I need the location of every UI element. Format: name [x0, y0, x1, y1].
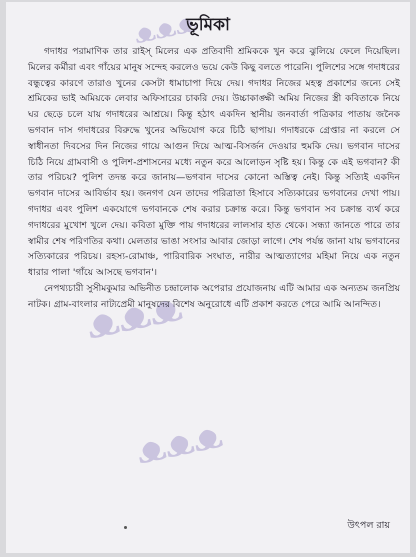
page-title: ভূমিকা	[186, 15, 230, 35]
library-stamp-mark: ᴥᴥᴥ	[132, 413, 227, 473]
ink-dot	[124, 526, 127, 529]
author-signature: উৎপল রায়	[347, 520, 390, 531]
paragraph: গদাধর পরামাণিক তার রাইস্ মিলের এক প্রতিবাদী শ্রমিককে খুন করে ঝুলিয়ে ফেলে দিয়েছিল। মিলের কর্মীরা এবং গাঁয়ের মানুষ সন্দেহ করলেও ভয়ে কেউ কিছু বলতে পারেনি। পুলিশের সঙ্গে গদাধরের বন্ধুত্বের কারণে তারাও খুনের কেসটা ধামাচাপা দিয়ে দেয়। গদাধর নিজের মহত্ব প্রকাশের জন্যে সেই শ্রমিকের ভাই অমিয়কে লেবার অফিসারের চাকরি দেয়। উচ্চাকাঙ্ক্ষী অমিয় নিজের স্ত্রী কবিতাকে নিয়ে ঘর ছেড়ে চলে যায় গদাধরের আশ্রয়ে। কিন্তু হঠাৎ একদিন স্থানীয় জনবার্তা পত্রিকার পাতায় জনৈক ভগবান দাস গদাধরের বিরুদ্ধে খুনের অভিযোগ করে চিঠি ছাপায়। গদাধরকে গ্রেপ্তার না করলে সে স্বাধীনতা দিবসের দিন নিজের গায়ে আগুন দিয়ে আত্ম-বিসর্জন দেওয়ার হুমকি দেয়। ভগবান দাসের চিঠি নিয়ে গ্রামবাসী ও পুলিশ-প্রশাসনের মধ্যে নতুন করে আলোড়ন সৃষ্টি হয়। কিন্তু কে এই ভগবান? কী তার পরিচয়? পুলিশ তদন্ত করে জানায়—ভগবান দাসের কোনো অস্তিত্ব নেই। কিন্তু সত্যিই একদিন ভগবান দাসের আবির্ভাব হয়। জনগণ যেন তাদের পরিত্রাতা হিসাবে সত্যিকারের ভগবানের দেখা পায়। গদাধর এবং পুলিশ একযোগে ভগবানকে শেষ করার চক্রান্ত করে। কিন্তু ভগবান সব চক্রান্ত ব্যর্থ করে গদাধরের মুখোশ খুলে দেয়। কবিতা মুক্তি পায় গদাধরের লালসার হাত থেকে। সন্ধ্যা জানতে পারে তার স্বামীর শেষ পরিণতির কথা। মেলতার ভাঙা সংসার আবার জোড়া লাগে। শেষ পর্যন্ত জানা যায় ভগবানের সত্যিকারের পরিচয়। রহস্য-রোমাঞ্চ, পারিবারিক সংঘাত, নারীর আত্মত্যাগের মহিমা নিয়ে এক নতুন ধারার পালা 'গাঁয়ে আসছে ভগবান'।	[28, 46, 400, 279]
book-page	[6, 2, 410, 553]
library-stamp-mark: ᴥᴥᴥ	[131, 7, 199, 51]
preface-body	[28, 44, 400, 313]
paragraph: নেপথ্যচারী সুসীমকুমার অভিনীত চন্দ্রালোক অপেরার প্রযোজনায় এটি আমার এক অন্যতম জনপ্রিয় নাটক। গ্রাম-বাংলার নাট্যপ্রেমী মানুষদের বিশেষ অনুরোধে এটি প্রকাশ করতে পেরে আমি আনন্দিত।	[28, 282, 400, 310]
library-stamp-mark: ᴥᴥᴥ	[82, 282, 187, 349]
